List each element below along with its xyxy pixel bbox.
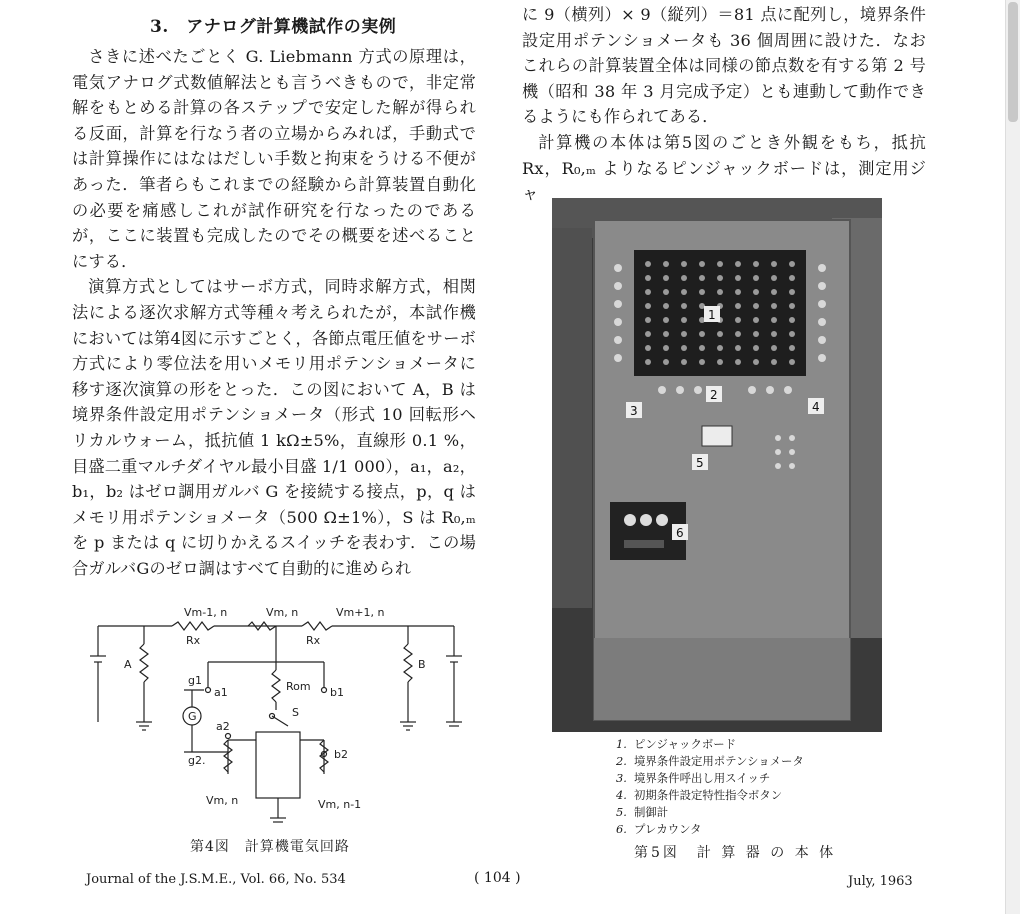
figure-4-caption: 第4図 計算機電気回路 xyxy=(190,839,350,855)
label-b2: b2 xyxy=(334,748,348,761)
circuit-diagram xyxy=(88,604,472,834)
label-switch: S xyxy=(292,706,299,719)
legend-item: 5. 制御計 xyxy=(616,805,669,819)
figure-4-circuit xyxy=(88,604,472,834)
figure-5-photo xyxy=(552,198,882,732)
legend-item: 3. 境界条件呼出し用スイッチ xyxy=(616,771,771,785)
label-pot-b: B xyxy=(418,658,426,671)
label-vmn1-bottom: Vm, n-1 xyxy=(318,798,362,811)
photo-marker-6: 6 xyxy=(676,526,684,540)
label-b1: b1 xyxy=(330,686,344,699)
figure-5-legend xyxy=(616,736,804,838)
scrollbar[interactable] xyxy=(1005,0,1020,914)
scrollbar-thumb[interactable] xyxy=(1008,2,1018,122)
label-g1: g1 xyxy=(188,674,202,687)
footer-date: July, 1963 xyxy=(848,874,913,889)
photo-marker-2: 2 xyxy=(710,388,718,402)
label-g2: g2. xyxy=(188,754,206,767)
left-column xyxy=(72,44,476,581)
left-paragraph-1: さきに述べたごとく G. Liebmann 方式の原理は，電気アナログ式数値解法とも言うべきもので，非定常解をもとめる計算の各ステップで安定した解が得られる反面，計算を行なう者の立場からみれば，手動式では計算操作にはなはだしい手数と拘束をうける不便があった．筆者らもこれまでの経験から計算装置自動化の必要を痛感しこれが試作研究を行なったのであるが，ここに装置も完成したのでその概要を述べることにする． xyxy=(72,47,476,271)
figure-5-caption: 第5図 計 算 器 の 本 体 xyxy=(634,845,837,861)
label-rx-2: Rx xyxy=(306,634,321,647)
label-galvanometer: G xyxy=(188,710,197,723)
label-a2: a2 xyxy=(216,720,230,733)
photo-marker-4: 4 xyxy=(812,400,820,414)
legend-item: 2. 境界条件設定用ポテンショメータ xyxy=(616,754,804,768)
left-paragraph-2: 演算方式としてはサーボ方式，同時求解方式，相関法による逐次求解方式等種々考えられたが，本試作機においては第4図に示すごとく，各節点電圧値をサーボ方式により零位法を用いメモリ用ポテンショメータに移す逐次演算の形をとった．この図において A，B は境界条件設定用ポテンショメータ（形式 10 回転形ヘリカルウォーム，抵抗値 1 kΩ±5%，直線形 0.1 %，目盛二重マルチダイヤル最小目盛 1/1 000），a₁，a₂，b₁，b₂ はゼロ調用ガルバ G を接続する接点，p，q はメモリ用ポテンショメータ（500 Ω±1%），S は R₀,ₘ を p または q に切りかえるスイッチを表わす．この場合ガルバGのゼロ調はすべて自動的に進められ xyxy=(72,277,476,578)
label-rom: Rom xyxy=(286,680,311,693)
right-paragraph-1: に 9（横列）× 9（縦列）＝81 点に配列し，境界条件設定用ポテンショメータも 36 個周囲に設けた．なおこれらの計算装置全体は同様の節点数を有する第 2 号機（昭和 38 年 3 月完成予定）とも連動して動作できるようにも作られてある． xyxy=(522,5,926,127)
footer-journal: Journal of the J.S.M.E., Vol. 66, No. 534 xyxy=(86,872,346,887)
computer-photo xyxy=(552,198,882,732)
legend-item: 6. プレカウンタ xyxy=(616,822,702,836)
legend-item: 4. 初期条件設定特性指令ボタン xyxy=(616,788,783,802)
label-vm-plus: Vm+1, n xyxy=(336,606,385,619)
label-vm-minus: Vm-1, n xyxy=(184,606,228,619)
label-vm: Vm, n xyxy=(266,606,299,619)
photo-marker-3: 3 xyxy=(630,404,638,418)
label-pot-a: A xyxy=(124,658,132,671)
label-rx-1: Rx xyxy=(186,634,201,647)
legend-item: 1. ピンジャックボード xyxy=(616,737,737,751)
label-vmn-bottom: Vm, n xyxy=(206,794,239,807)
photo-marker-5: 5 xyxy=(696,456,704,470)
section-heading: 3. アナログ計算機試作の実例 xyxy=(150,17,397,37)
right-paragraph-2: 計算機の本体は第5図のごとき外観をもち，抵抗 Rx，R₀,ₘ よりなるピンジャックボードは，測定用ジャ xyxy=(522,132,926,204)
photo-marker-1: 1 xyxy=(708,308,716,322)
footer-page-number: ( 104 ) xyxy=(474,870,521,886)
label-a1: a1 xyxy=(214,686,228,699)
right-column xyxy=(522,2,926,207)
